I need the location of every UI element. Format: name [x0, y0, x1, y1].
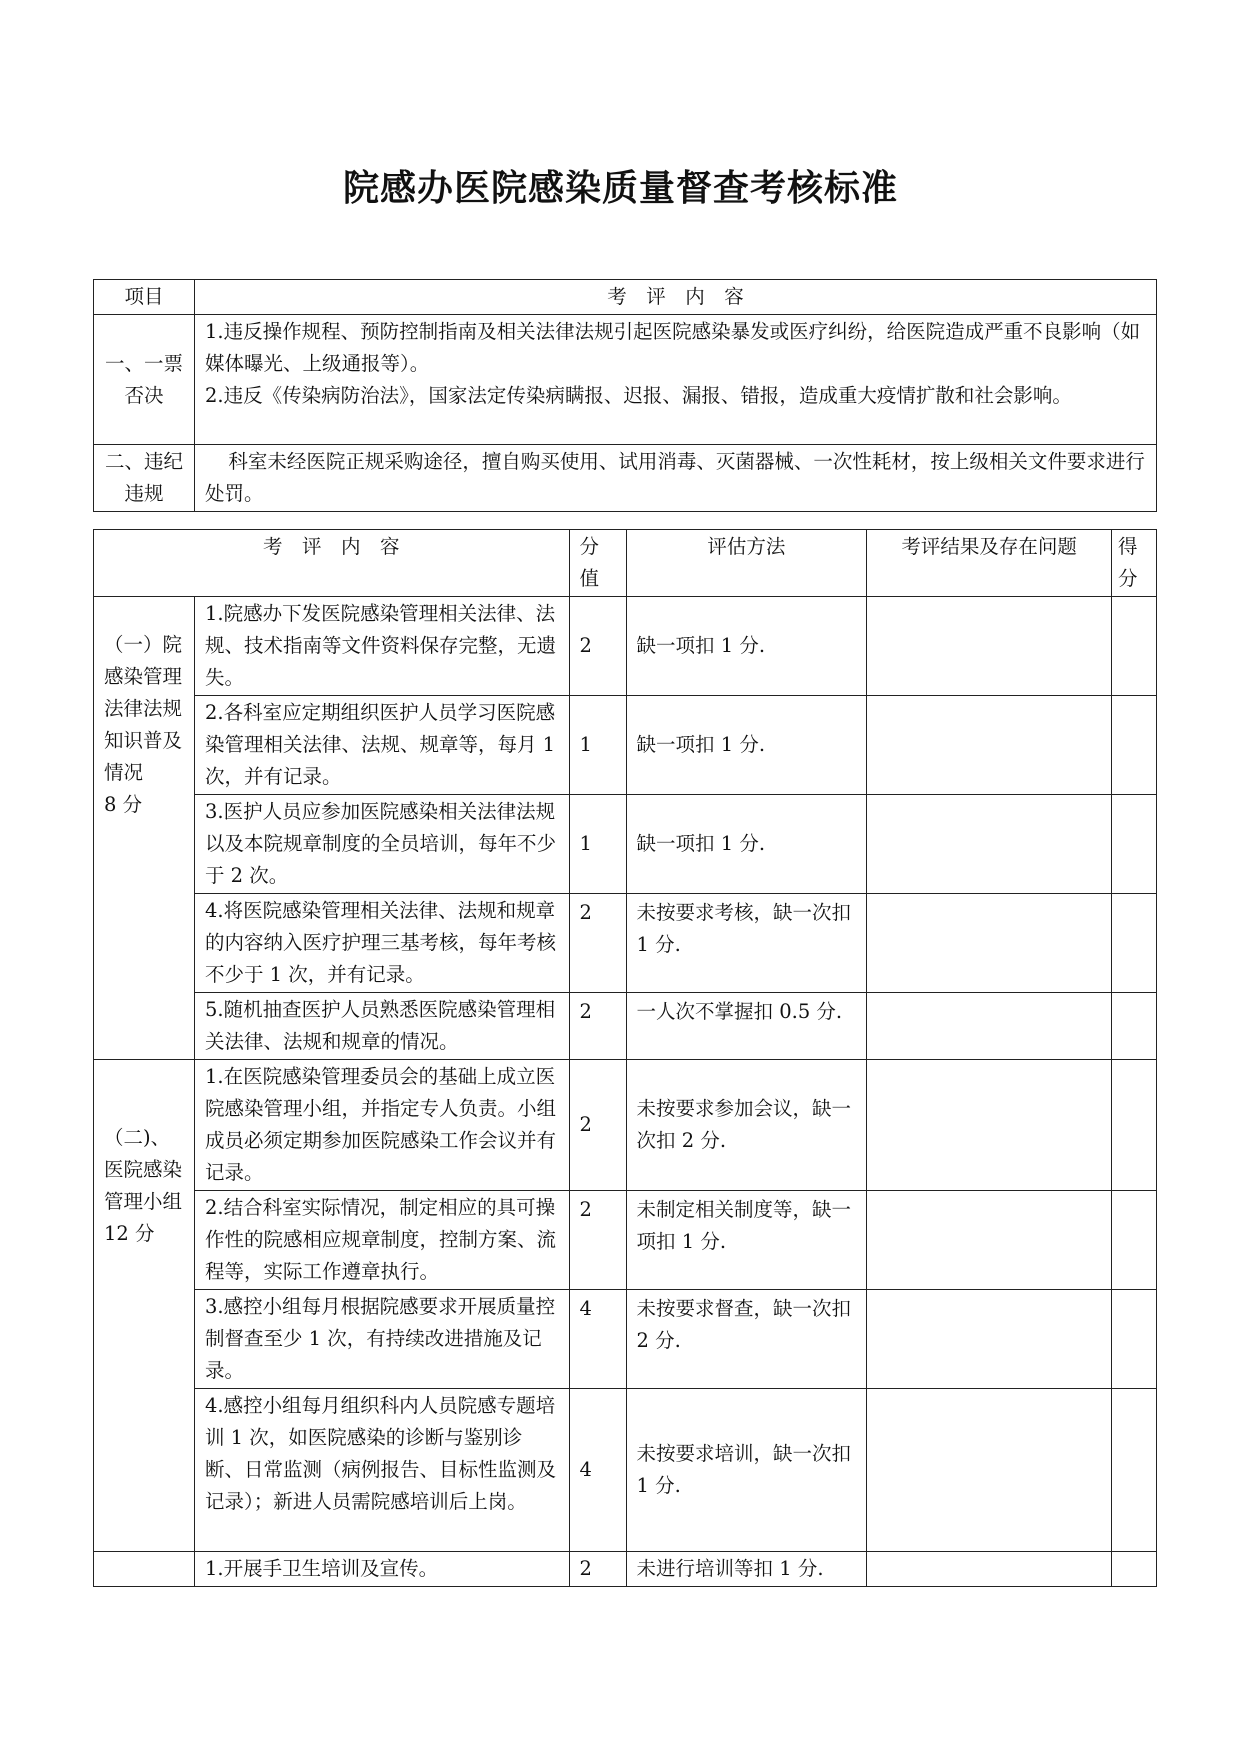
- result-cell[interactable]: [867, 894, 1112, 993]
- got-score-cell[interactable]: [1111, 795, 1156, 894]
- result-cell[interactable]: [867, 993, 1112, 1060]
- result-cell[interactable]: [867, 1389, 1112, 1552]
- veto-row: [94, 315, 1157, 445]
- criterion-text: 2.结合科室实际情况，制定相应的具可操作性的院感相应规章制度，控制方案、流程等，实际工作遵章执行。: [194, 1191, 569, 1290]
- criterion-text: 5.随机抽查医护人员熟悉医院感染管理相关法律、法规和规章的情况。: [194, 993, 569, 1060]
- table-row: [94, 1060, 1157, 1191]
- method-text: 未制定相关制度等，缺一项扣 1 分.: [626, 1191, 867, 1290]
- got-score-cell[interactable]: [1111, 1389, 1156, 1552]
- got-score-cell[interactable]: [1111, 1191, 1156, 1290]
- header-content: 考 评 内 容: [195, 280, 1157, 315]
- score-value: 2: [569, 894, 626, 993]
- col-method-header: 评估方法: [626, 530, 867, 597]
- method-text: 未进行培训等扣 1 分.: [626, 1552, 867, 1587]
- score-value: 2: [569, 993, 626, 1060]
- method-text: 未按要求培训，缺一次扣 1 分.: [626, 1389, 867, 1552]
- criterion-text: 3.感控小组每月根据院感要求开展质量控制督查至少 1 次，有持续改进措施及记录。: [194, 1290, 569, 1389]
- got-score-cell[interactable]: [1111, 894, 1156, 993]
- section-label-text: （一）院感染管理法律法规知识普及情况: [104, 633, 183, 784]
- table-row: [94, 993, 1157, 1060]
- table-row: [94, 1191, 1157, 1290]
- table-row: [94, 1290, 1157, 1389]
- got-score-cell[interactable]: [1111, 1060, 1156, 1191]
- veto-item-1: 1.违反操作规程、预防控制指南及相关法律法规引起医院感染暴发或医疗纠纷，给医院造成严重不良影响（如媒体曝光、上级通报等）。: [205, 320, 1141, 375]
- top-table: [93, 279, 1157, 512]
- section-2-label: [94, 1060, 195, 1552]
- section-3-label: [94, 1552, 195, 1587]
- veto-content: [195, 315, 1157, 445]
- criterion-text: 1.开展手卫生培训及宣传。: [194, 1552, 569, 1587]
- score-value: 1: [569, 696, 626, 795]
- result-cell[interactable]: [867, 1290, 1112, 1389]
- table-row: [94, 696, 1157, 795]
- col-content-header: 考 评 内 容: [94, 530, 570, 597]
- result-cell[interactable]: [867, 795, 1112, 894]
- page-title: 院感办医院感染质量督查考核标准: [342, 167, 898, 209]
- header-item: 项目: [94, 280, 195, 315]
- method-text: 缺一项扣 1 分.: [626, 597, 867, 696]
- result-cell[interactable]: [867, 597, 1112, 696]
- violation-row: [94, 445, 1157, 512]
- section-label-text: （二)、医院感染管理小组: [104, 1126, 183, 1213]
- table-row: [94, 795, 1157, 894]
- table-row: [94, 1389, 1157, 1552]
- violation-label: 二、违纪违规: [94, 445, 195, 512]
- got-score-cell[interactable]: [1111, 1552, 1156, 1587]
- veto-label: 一、一票否决: [94, 315, 195, 445]
- veto-item-2: 2.违反《传染病防治法》，国家法定传染病瞒报、迟报、漏报、错报，造成重大疫情扩散和社会影响。: [205, 384, 1072, 407]
- score-value: 2: [569, 597, 626, 696]
- score-value: 4: [569, 1290, 626, 1389]
- section-points: 8 分: [104, 793, 143, 816]
- table-row: [94, 894, 1157, 993]
- table-row: [94, 597, 1157, 696]
- got-score-cell[interactable]: [1111, 696, 1156, 795]
- score-value: 1: [569, 795, 626, 894]
- got-score-cell[interactable]: [1111, 597, 1156, 696]
- method-text: 未按要求参加会议，缺一次扣 2 分.: [626, 1060, 867, 1191]
- criterion-text: 1.院感办下发医院感染管理相关法律、法规、技术指南等文件资料保存完整，无遗失。: [194, 597, 569, 696]
- section-1-label: [94, 597, 195, 1060]
- result-cell[interactable]: [867, 1191, 1112, 1290]
- method-text: 缺一项扣 1 分.: [626, 696, 867, 795]
- score-value: 2: [569, 1060, 626, 1191]
- section-points: 12 分: [104, 1222, 155, 1245]
- criterion-text: 4.感控小组每月组织科内人员院感专题培训 1 次，如医院感染的诊断与鉴别诊断、日常监测（病例报告、目标性监测及记录）；新进人员需院感培训后上岗。: [194, 1389, 569, 1552]
- got-score-cell[interactable]: [1111, 993, 1156, 1060]
- criterion-text: 1.在医院感染管理委员会的基础上成立医院感染管理小组，并指定专人负责。小组成员必须定期参加医院感染工作会议并有记录。: [194, 1060, 569, 1191]
- col-score-header: 分值: [569, 530, 626, 597]
- result-cell[interactable]: [867, 1552, 1112, 1587]
- col-result-header: 考评结果及存在问题: [867, 530, 1112, 597]
- result-cell[interactable]: [867, 696, 1112, 795]
- col-got-header: 得分: [1111, 530, 1156, 597]
- method-text: 缺一项扣 1 分.: [626, 795, 867, 894]
- criterion-text: 3.医护人员应参加医院感染相关法律法规以及本院规章制度的全员培训，每年不少于 2 次。: [194, 795, 569, 894]
- got-score-cell[interactable]: [1111, 1290, 1156, 1389]
- assessment-table: [93, 529, 1157, 1587]
- criterion-text: 2.各科室应定期组织医护人员学习医院感染管理相关法律、法规、规章等，每月 1 次，并有记录。: [194, 696, 569, 795]
- score-value: 4: [569, 1389, 626, 1552]
- score-value: 2: [569, 1552, 626, 1587]
- method-text: 一人次不掌握扣 0.5 分.: [626, 993, 867, 1060]
- criterion-text: 4.将医院感染管理相关法律、法规和规章的内容纳入医疗护理三基考核，每年考核不少于 1 次，并有记录。: [194, 894, 569, 993]
- method-text: 未按要求考核，缺一次扣 1 分.: [626, 894, 867, 993]
- top-header-row: [94, 280, 1157, 315]
- score-value: 2: [569, 1191, 626, 1290]
- violation-text: 科室未经医院正规采购途径，擅自购买使用、试用消毒、灭菌器械、一次性耗材，按上级相关文件要求进行处罚。: [195, 445, 1157, 512]
- method-text: 未按要求督查，缺一次扣 2 分.: [626, 1290, 867, 1389]
- main-header-row: [94, 530, 1157, 597]
- table-row: [94, 1552, 1157, 1587]
- result-cell[interactable]: [867, 1060, 1112, 1191]
